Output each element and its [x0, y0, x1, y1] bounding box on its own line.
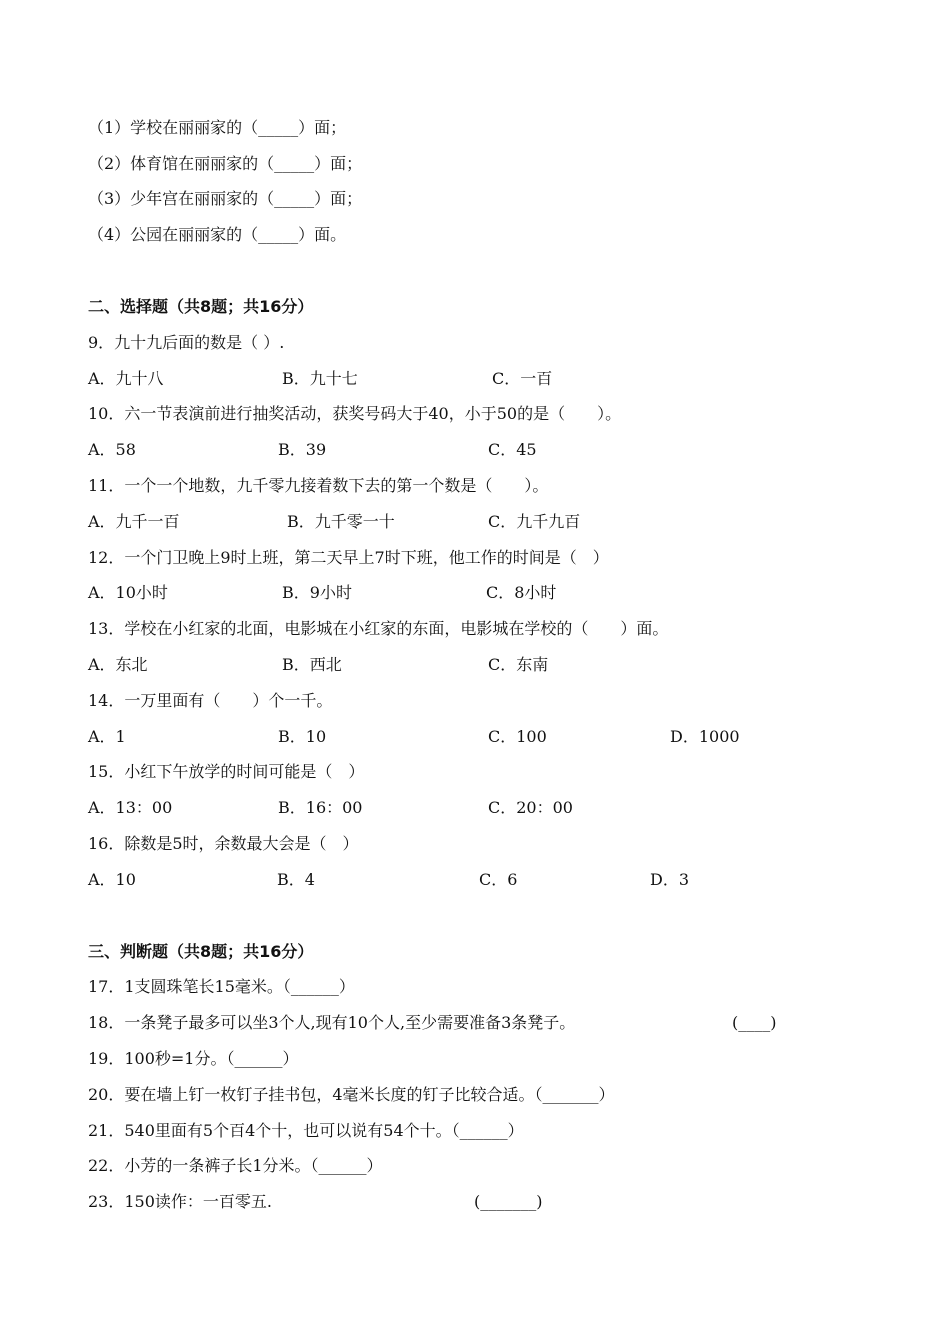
q16-option-c: C．6 [479, 870, 518, 889]
q10-option-a: A．58 [88, 440, 136, 459]
q14-option-a: A．1 [88, 727, 126, 746]
q12-option-a: A．10小时 [88, 583, 168, 602]
q15-option-b: B．16：00 [278, 798, 363, 817]
q13-option-a: A．东北 [88, 655, 148, 674]
sub-question-3: （3）少年宫在丽丽家的（_____）面； [88, 189, 363, 208]
question-13: 13．学校在小红家的北面，电影城在小红家的东面，电影城在学校的（ ）面。 [88, 619, 669, 638]
question-16: 16．除数是5时，余数最大会是（ ） [88, 834, 359, 853]
sub-question-2: （2）体育馆在丽丽家的（_____）面； [88, 154, 363, 173]
question-23: 23．150读作：一百零五. [88, 1192, 272, 1211]
sub-question-1: （1）学校在丽丽家的（_____）面； [88, 118, 347, 137]
q13-option-b: B．西北 [282, 655, 342, 674]
question-9: 9．九十九后面的数是（ ）. [88, 333, 285, 352]
q14-option-c: C．100 [488, 727, 547, 746]
q13-option-c: C．东南 [488, 655, 549, 674]
q10-option-c: C．45 [488, 440, 537, 459]
q11-option-c: C．九千九百 [488, 512, 581, 531]
question-22: 22．小芳的一条裤子长1分米。（______） [88, 1156, 383, 1175]
q15-option-a: A．13：00 [88, 798, 173, 817]
question-17: 17．1支圆珠笔长15毫米。（______） [88, 977, 355, 996]
question-14: 14．一万里面有（ ）个一千。 [88, 691, 333, 710]
question-21: 21．540里面有5个百4个十，也可以说有54个十。（______） [88, 1121, 524, 1140]
question-10: 10．六一节表演前进行抽奖活动，获奖号码大于40，小于50的是（ ）。 [88, 404, 622, 423]
sub-question-4: （4）公园在丽丽家的（_____）面。 [88, 225, 347, 244]
question-18: 18．一条凳子最多可以坐3个人,现有10个人,至少需要准备3条凳子。 [88, 1013, 576, 1032]
q15-option-c: C．20：00 [488, 798, 573, 817]
q23-answer-blank: (_______) [474, 1192, 543, 1211]
q12-option-b: B．9小时 [282, 583, 352, 602]
q12-option-c: C．8小时 [486, 583, 557, 602]
section-title-judge: 三、判断题（共8题；共16分） [88, 942, 314, 961]
question-15: 15．小红下午放学的时间可能是（ ） [88, 762, 365, 781]
q9-option-b: B．九十七 [282, 369, 358, 388]
q18-answer-blank: (____) [732, 1013, 777, 1032]
q9-option-c: C．一百 [492, 369, 553, 388]
q16-option-b: B．4 [277, 870, 315, 889]
q14-option-d: D．1000 [670, 727, 740, 746]
question-20: 20．要在墙上钉一枚钉子挂书包，4毫米长度的钉子比较合适。（_______） [88, 1085, 615, 1104]
q16-option-d: D．3 [650, 870, 690, 889]
q16-option-a: A．10 [88, 870, 136, 889]
question-12: 12．一个门卫晚上9时上班，第二天早上7时下班，他工作的时间是（ ） [88, 548, 609, 567]
question-19: 19．100秒=1分。（______） [88, 1049, 299, 1068]
section-title-choice: 二、选择题（共8题；共16分） [88, 297, 314, 316]
q11-option-a: A．九千一百 [88, 512, 180, 531]
q9-option-a: A．九十八 [88, 369, 164, 388]
question-11: 11．一个一个地数，九千零九接着数下去的第一个数是（ ）。 [88, 476, 549, 495]
q14-option-b: B．10 [278, 727, 327, 746]
q10-option-b: B．39 [278, 440, 327, 459]
q11-option-b: B．九千零一十 [287, 512, 395, 531]
